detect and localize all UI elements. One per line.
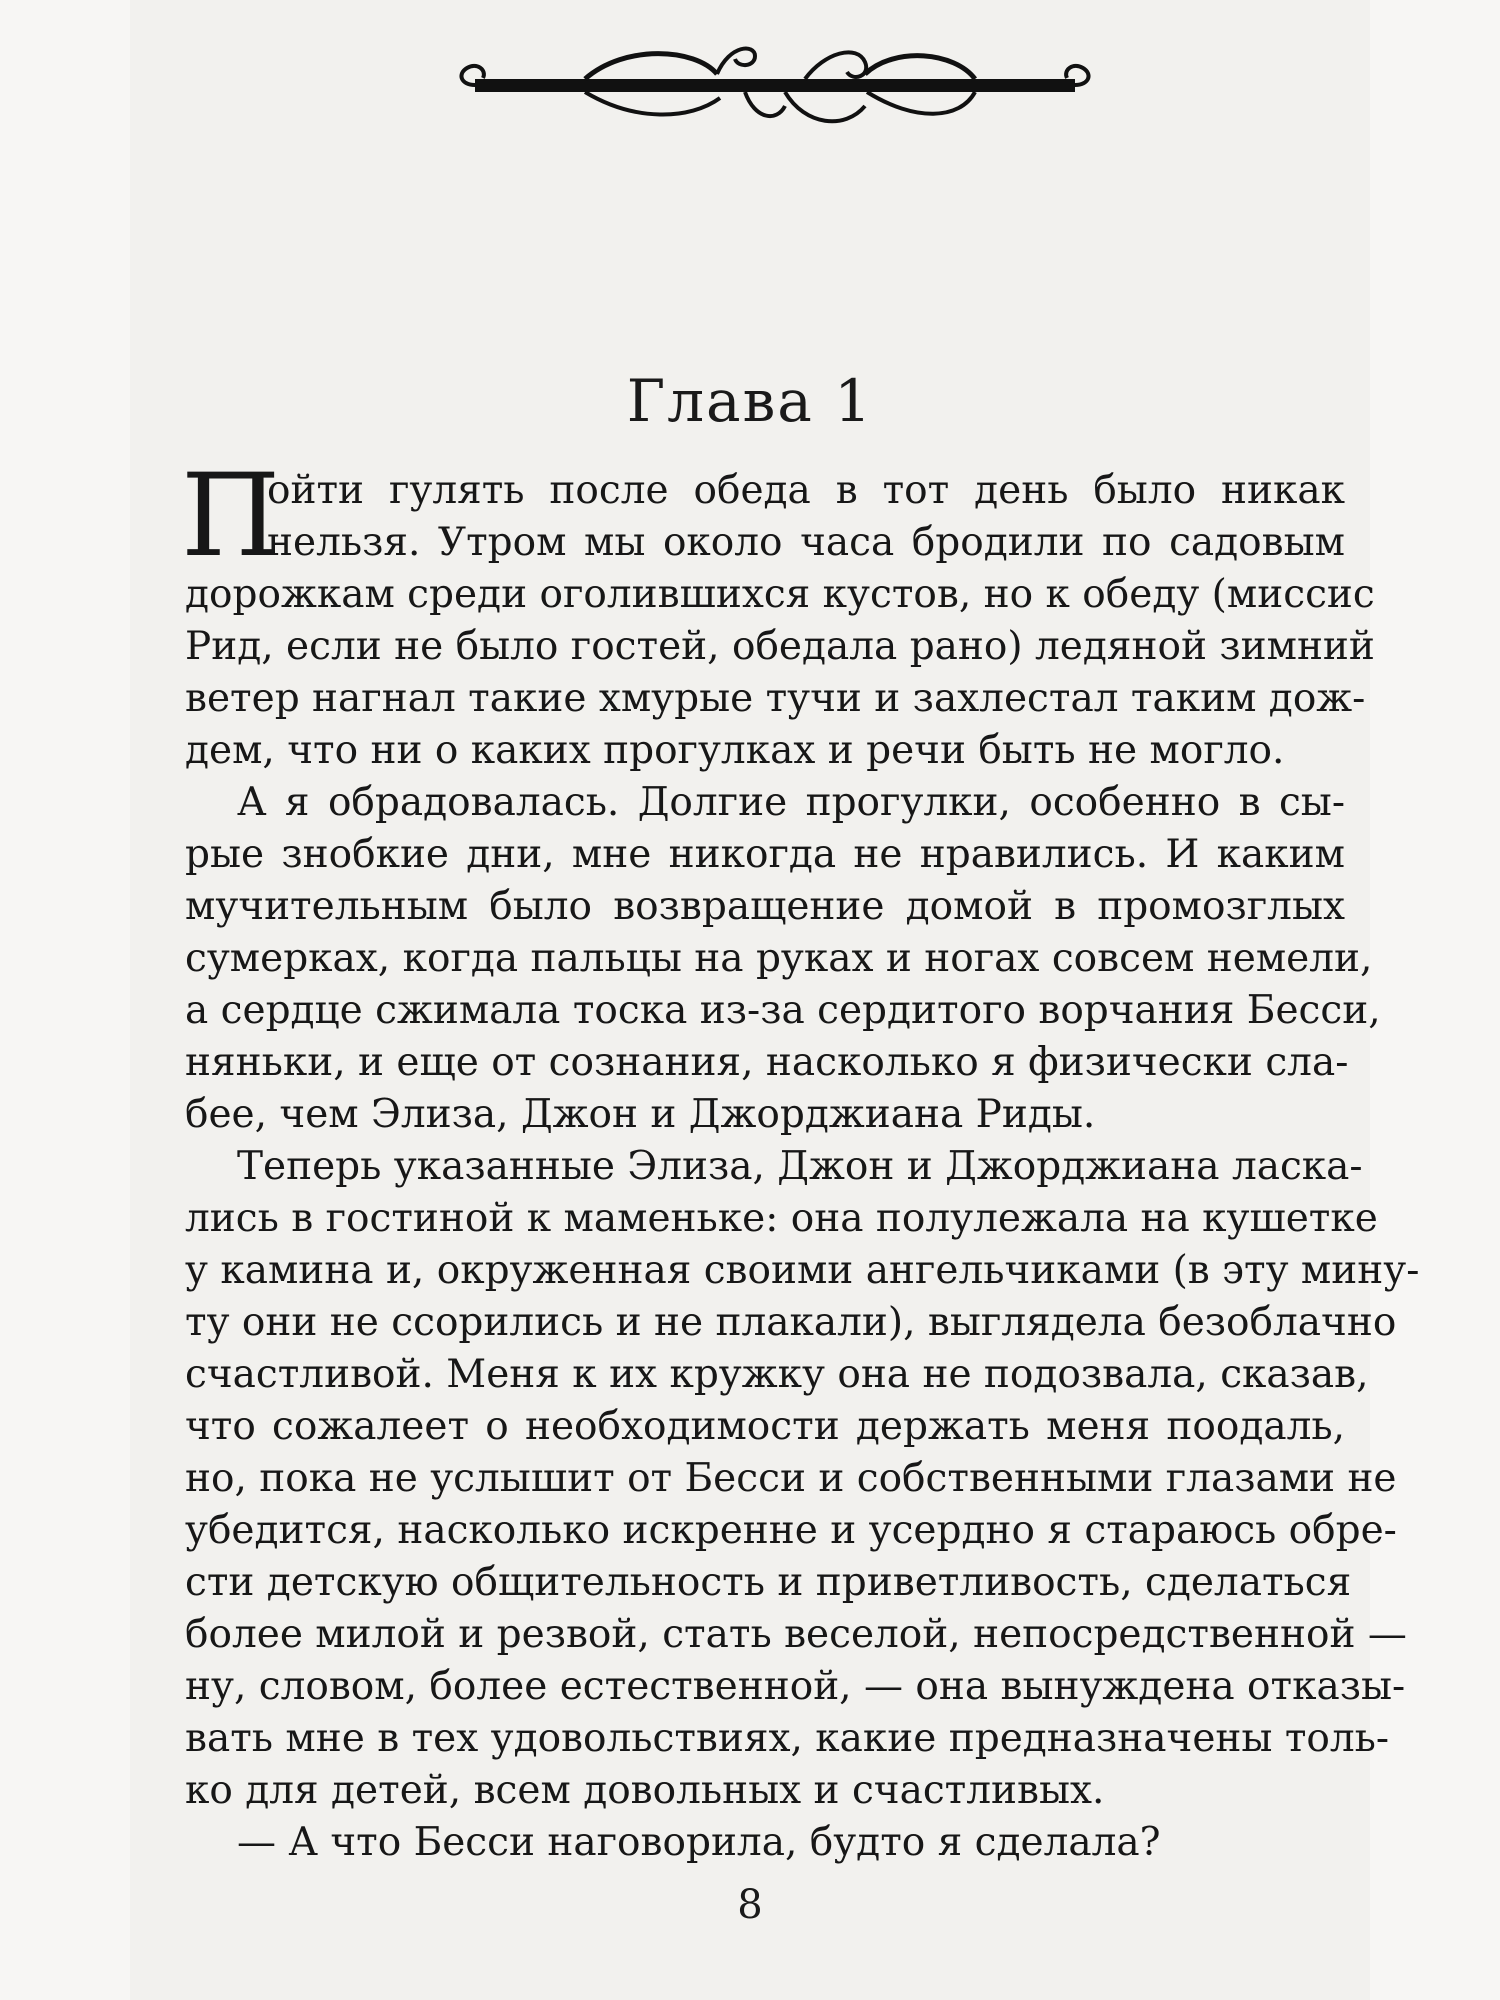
text-line: но, пока не услышит от Бесси и собственными глазами не — [185, 1456, 1397, 1501]
text-line: нельзя. Утром мы около часа бродили по садовым — [267, 520, 1345, 565]
text-line: — А что Бесси наговорила, будто я сделала? — [237, 1820, 1161, 1865]
chapter-body — [181, 449, 1420, 1869]
text-line: сумерках, когда пальцы на руках и ногах совсем немели, — [185, 936, 1373, 981]
text-line: ту они не ссорились и не плакали), выглядела безоблачно — [185, 1300, 1397, 1345]
text-line: дем, что ни о каких прогулках и речи быть не могло. — [185, 728, 1285, 773]
text-line: няньки, и еще от сознания, насколько я физически сла- — [185, 1040, 1349, 1085]
text-line: вать мне в тех удовольствиях, какие предназначены толь- — [185, 1716, 1390, 1761]
chapter-title: Глава 1 — [626, 367, 874, 435]
text-line: ну, словом, более естественной, — она вынуждена отказы- — [185, 1664, 1406, 1709]
text-line: а сердце сжимала тоска из-за сердитого ворчания Бесси, — [185, 988, 1381, 1033]
text-line: мучительным было возвращение домой в промозглых — [185, 884, 1345, 929]
text-line: рые знобкие дни, мне никогда не нравились. И каким — [185, 832, 1345, 877]
text-line: бее, чем Элиза, Джон и Джорджиана Риды. — [185, 1092, 1096, 1137]
text-line: что сожалеет о необходимости держать меня поодаль, — [185, 1404, 1345, 1449]
text-line: ко для детей, всем довольных и счастливых. — [185, 1768, 1105, 1813]
text-line: лись в гостиной к маменьке: она полулежала на кушетке — [185, 1196, 1378, 1241]
text-line: А я обрадовалась. Долгие прогулки, особенно в сы- — [237, 780, 1345, 825]
text-line: Рид, если не было гостей, обедала рано) ледяной зимний — [185, 624, 1375, 669]
text-line: ойти гулять после обеда в тот день было никак — [267, 468, 1345, 513]
text-line: убедится, насколько искренне и усердно я стараюсь обре- — [185, 1508, 1397, 1553]
text-line: сти детскую общительность и приветливость, сделаться — [185, 1560, 1352, 1605]
text-line: более милой и резвой, стать веселой, непосредственной — — [185, 1612, 1407, 1657]
text-line: дорожкам среди оголившихся кустов, но к обеду (миссис — [185, 572, 1375, 617]
text-line: Теперь указанные Элиза, Джон и Джорджиана ласка- — [237, 1144, 1363, 1189]
ornament-divider — [455, 34, 1095, 144]
text-line: у камина и, окруженная своими ангельчиками (в эту мину- — [185, 1248, 1420, 1293]
page-number: 8 — [737, 1882, 763, 1928]
drop-cap: П — [181, 449, 281, 582]
text-line: ветер нагнал такие хмурые тучи и захлестал таким дож- — [185, 676, 1366, 721]
text-line: счастливой. Меня к их кружку она не подозвала, сказав, — [185, 1352, 1369, 1397]
